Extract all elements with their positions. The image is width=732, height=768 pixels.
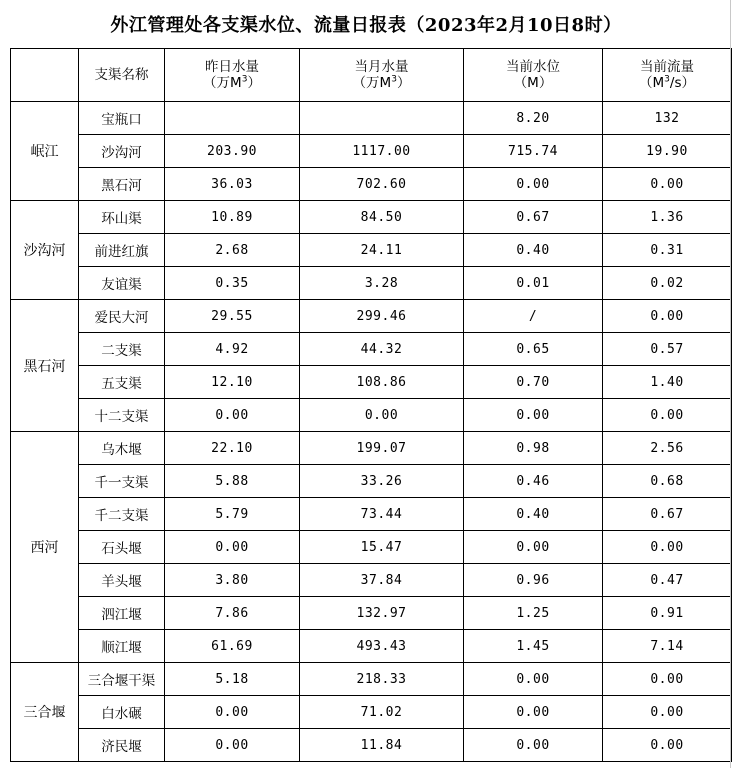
table-row: [11, 498, 732, 531]
header-name-label: 支渠名称: [94, 67, 149, 83]
yesterday-volume-cell[interactable]: 4.92: [165, 333, 300, 366]
flow-rate-cell[interactable]: 0.68: [603, 465, 732, 498]
channel-name-cell[interactable]: 乌木堰: [79, 432, 165, 465]
month-volume-cell[interactable]: 24.11: [300, 234, 464, 267]
month-volume-cell[interactable]: 84.50: [300, 201, 464, 234]
header-flow-cell[interactable]: [603, 49, 732, 102]
table-row: [11, 729, 732, 762]
month-volume-cell[interactable]: 108.86: [300, 366, 464, 399]
month-volume-cell[interactable]: 44.32: [300, 333, 464, 366]
month-volume-cell[interactable]: 199.07: [300, 432, 464, 465]
header-flow-unit: （M: [639, 75, 665, 91]
header-yesterday-unit-close: ）: [247, 75, 261, 91]
month-volume-cell[interactable]: 299.46: [300, 300, 464, 333]
table-row: [11, 399, 732, 432]
table-row: [11, 696, 732, 729]
table-row: [11, 135, 732, 168]
header-month-label: 当月水量: [354, 59, 409, 75]
yesterday-volume-cell[interactable]: 5.88: [165, 465, 300, 498]
water-level-cell[interactable]: 0.98: [464, 432, 603, 465]
header-month-unit: （万M: [352, 75, 392, 91]
water-level-cell[interactable]: 0.00: [464, 531, 603, 564]
channel-name-cell[interactable]: 济民堰: [79, 729, 165, 762]
channel-name-cell[interactable]: 宝瓶口: [79, 102, 165, 135]
yesterday-volume-cell[interactable]: 10.89: [165, 201, 300, 234]
channel-name-cell[interactable]: 前进红旗: [79, 234, 165, 267]
yesterday-volume-cell[interactable]: 0.00: [165, 696, 300, 729]
water-level-cell[interactable]: 0.70: [464, 366, 603, 399]
table-row: [11, 234, 732, 267]
flow-rate-cell[interactable]: 1.40: [603, 366, 732, 399]
channel-name-cell[interactable]: 三合堰干渠: [79, 663, 165, 696]
group-name-cell[interactable]: 三合堰: [11, 663, 79, 762]
channel-name-cell[interactable]: 千一支渠: [79, 465, 165, 498]
channel-name-cell[interactable]: 顺江堰: [79, 630, 165, 663]
flow-rate-cell[interactable]: 1.36: [603, 201, 732, 234]
header-yesterday-unit-sup: 3: [241, 74, 248, 85]
yesterday-volume-cell[interactable]: 3.80: [165, 564, 300, 597]
water-level-cell[interactable]: 1.25: [464, 597, 603, 630]
channel-name-cell[interactable]: 羊头堰: [79, 564, 165, 597]
table-row: [11, 531, 732, 564]
channel-name-cell[interactable]: 石头堰: [79, 531, 165, 564]
yesterday-volume-cell[interactable]: 5.79: [165, 498, 300, 531]
flow-rate-cell[interactable]: 0.31: [603, 234, 732, 267]
header-level-label: 当前水位: [506, 59, 560, 75]
water-level-cell[interactable]: 0.65: [464, 333, 603, 366]
month-volume-cell[interactable]: [300, 102, 464, 135]
header-month-unit-sup: 3: [391, 74, 397, 85]
channel-name-cell[interactable]: 白水碾: [79, 696, 165, 729]
month-volume-cell[interactable]: 1117.00: [300, 135, 464, 168]
flow-rate-cell[interactable]: 0.67: [603, 498, 732, 531]
water-level-cell[interactable]: 0.67: [464, 201, 603, 234]
header-level-cell[interactable]: [464, 49, 603, 102]
month-volume-cell[interactable]: 71.02: [300, 696, 464, 729]
yesterday-volume-cell[interactable]: 22.10: [165, 432, 300, 465]
channel-name-cell[interactable]: 十二支渠: [79, 399, 165, 432]
month-volume-cell[interactable]: 33.26: [300, 465, 464, 498]
flow-rate-cell[interactable]: 0.00: [603, 729, 732, 762]
report-title: 外江管理处各支渠水位、流量日报表（2023年2月10日8时）: [110, 15, 622, 36]
flow-rate-cell[interactable]: 0.00: [603, 696, 732, 729]
yesterday-volume-cell[interactable]: 5.18: [165, 663, 300, 696]
flow-rate-cell[interactable]: 2.56: [603, 432, 732, 465]
sheet-edge-divider: [730, 0, 731, 768]
month-volume-cell[interactable]: 132.97: [300, 597, 464, 630]
flow-rate-cell[interactable]: 19.90: [603, 135, 732, 168]
header-yesterday-label: 昨日水量: [205, 59, 259, 75]
table-row: [11, 168, 732, 201]
table-row: [11, 465, 732, 498]
flow-rate-cell[interactable]: 0.02: [603, 267, 732, 300]
month-volume-cell[interactable]: 702.60: [300, 168, 464, 201]
header-flow-unit-close: /s）: [669, 75, 695, 91]
water-level-cell[interactable]: 715.74: [464, 135, 603, 168]
yesterday-volume-cell[interactable]: 61.69: [165, 630, 300, 663]
water-level-cell[interactable]: 0.46: [464, 465, 603, 498]
flow-rate-cell[interactable]: 7.14: [603, 630, 732, 663]
yesterday-volume-cell[interactable]: 203.90: [165, 135, 300, 168]
channel-name-cell[interactable]: 爱民大河: [79, 300, 165, 333]
yesterday-volume-cell[interactable]: 29.55: [165, 300, 300, 333]
yesterday-volume-cell[interactable]: 0.00: [165, 531, 300, 564]
water-level-cell[interactable]: 0.00: [464, 399, 603, 432]
table-row: [11, 102, 732, 135]
channel-name-cell[interactable]: 友谊渠: [79, 267, 165, 300]
month-volume-cell[interactable]: 15.47: [300, 531, 464, 564]
yesterday-volume-cell[interactable]: 12.10: [165, 366, 300, 399]
flow-rate-cell[interactable]: 0.00: [603, 168, 732, 201]
water-level-cell[interactable]: 1.45: [464, 630, 603, 663]
yesterday-volume-cell[interactable]: 2.68: [165, 234, 300, 267]
table-row: [11, 564, 732, 597]
header-month-unit-close: ）: [396, 75, 411, 91]
yesterday-volume-cell[interactable]: 36.03: [165, 168, 300, 201]
yesterday-volume-cell[interactable]: [165, 102, 300, 135]
channel-name-cell[interactable]: 黑石河: [79, 168, 165, 201]
flow-rate-cell[interactable]: 0.47: [603, 564, 732, 597]
water-level-cell[interactable]: 0.00: [464, 663, 603, 696]
report-table: [10, 48, 732, 762]
flow-rate-cell[interactable]: 0.00: [603, 399, 732, 432]
header-row: [11, 49, 732, 102]
table-row: [11, 366, 732, 399]
yesterday-volume-cell[interactable]: 0.00: [165, 729, 300, 762]
header-yesterday-unit: （万M: [203, 75, 242, 91]
table-row: [11, 597, 732, 630]
table-row: [11, 432, 732, 465]
water-level-cell[interactable]: 0.00: [464, 696, 603, 729]
water-level-cell[interactable]: 0.40: [464, 498, 603, 531]
header-month-cell[interactable]: [300, 49, 464, 102]
header-level-unit: （M）: [513, 75, 553, 91]
month-volume-cell[interactable]: 3.28: [300, 267, 464, 300]
yesterday-volume-cell[interactable]: 0.00: [165, 399, 300, 432]
table-row: [11, 663, 732, 696]
table-row: [11, 630, 732, 663]
report-table-body: [11, 49, 732, 762]
water-level-cell[interactable]: /: [464, 300, 603, 333]
channel-name-cell[interactable]: 环山渠: [79, 201, 165, 234]
water-level-cell[interactable]: 0.96: [464, 564, 603, 597]
header-name-cell[interactable]: [79, 49, 165, 102]
header-flow-label: 当前流量: [640, 59, 694, 75]
water-level-cell[interactable]: 0.01: [464, 267, 603, 300]
channel-name-cell[interactable]: 二支渠: [79, 333, 165, 366]
water-level-cell[interactable]: 0.40: [464, 234, 603, 267]
yesterday-volume-cell[interactable]: 0.35: [165, 267, 300, 300]
header-blank-cell[interactable]: [11, 49, 79, 102]
table-row: [11, 201, 732, 234]
channel-name-cell[interactable]: 千二支渠: [79, 498, 165, 531]
month-volume-cell[interactable]: 73.44: [300, 498, 464, 531]
water-level-cell[interactable]: 0.00: [464, 168, 603, 201]
water-level-cell[interactable]: 8.20: [464, 102, 603, 135]
month-volume-cell[interactable]: 11.84: [300, 729, 464, 762]
table-row: [11, 333, 732, 366]
header-flow-unit-sup: 3: [664, 74, 670, 85]
flow-rate-cell[interactable]: 0.91: [603, 597, 732, 630]
flow-rate-cell[interactable]: 0.00: [603, 300, 732, 333]
yesterday-volume-cell[interactable]: 7.86: [165, 597, 300, 630]
group-name-cell[interactable]: 沙沟河: [11, 201, 79, 300]
header-yesterday-cell[interactable]: [165, 49, 300, 102]
group-name-cell[interactable]: 西河: [11, 432, 79, 663]
table-row: [11, 300, 732, 333]
group-name-cell[interactable]: 黑石河: [11, 300, 79, 432]
month-volume-cell[interactable]: 493.43: [300, 630, 464, 663]
month-volume-cell[interactable]: 0.00: [300, 399, 464, 432]
flow-rate-cell[interactable]: 0.57: [603, 333, 732, 366]
group-name-cell[interactable]: 岷江: [11, 102, 79, 201]
table-row: [11, 267, 732, 300]
month-volume-cell[interactable]: 37.84: [300, 564, 464, 597]
flow-rate-cell[interactable]: 0.00: [603, 663, 732, 696]
water-level-cell[interactable]: 0.00: [464, 729, 603, 762]
channel-name-cell[interactable]: 泗江堰: [79, 597, 165, 630]
channel-name-cell[interactable]: 沙沟河: [79, 135, 165, 168]
channel-name-cell[interactable]: 五支渠: [79, 366, 165, 399]
flow-rate-cell[interactable]: 0.00: [603, 531, 732, 564]
flow-rate-cell[interactable]: 132: [603, 102, 732, 135]
month-volume-cell[interactable]: 218.33: [300, 663, 464, 696]
